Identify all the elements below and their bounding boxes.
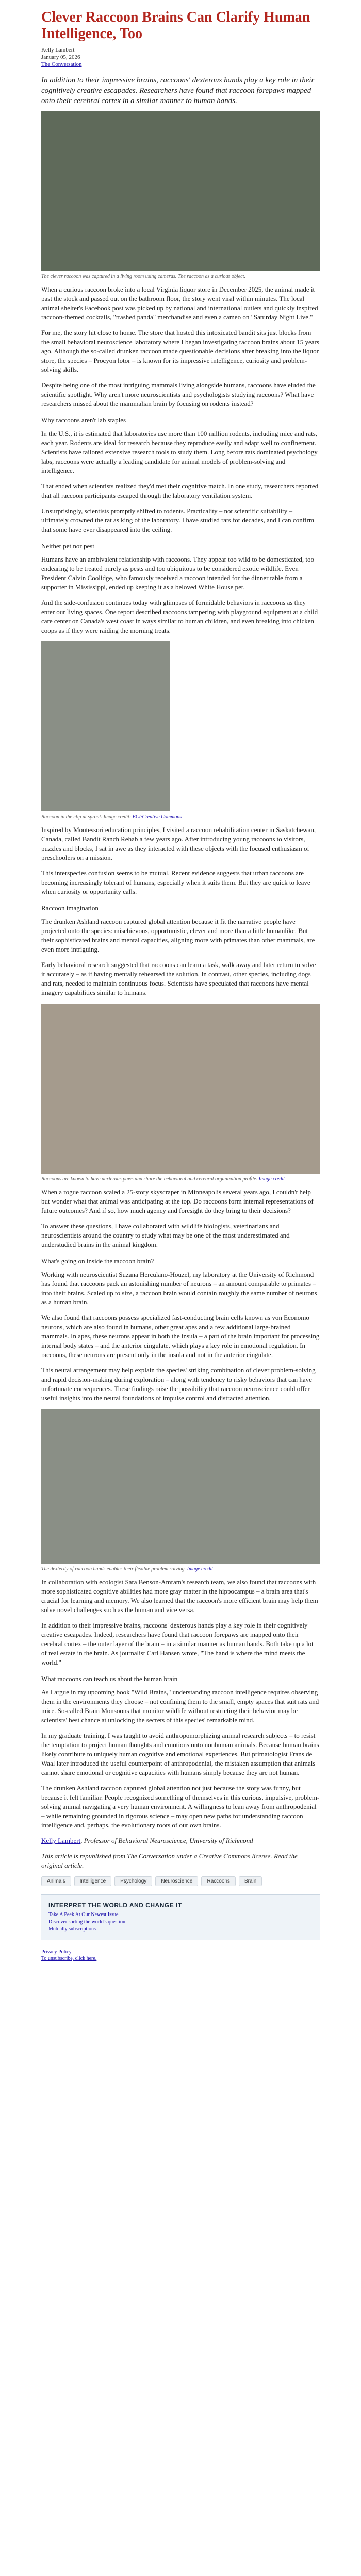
figure-4-credit-link[interactable]: Image credit bbox=[187, 1566, 214, 1572]
figure-3-caption: Raccoons are known to have dexterous paws and share the behavioral and cerebral organization profile. Image credit bbox=[41, 1176, 285, 1182]
tag-chip[interactable]: Intelligence bbox=[74, 1876, 112, 1886]
paragraph: Despite being one of the most intriguing mammals living alongside humans, raccoons have eluded the scientific spotlight. Why aren't more neuroscientists and psychologists studying raccoons? What have researchers missed about the mammalian brain by focusing on rodents instead? bbox=[41, 381, 316, 408]
paragraph: We also found that raccoons possess specialized fast-conducting brain cells known as von Economo neurons, which are also found in humans, other great apes and a few additional large-brained mammals. In apes, these neurons appear in both the insula – a part of the brain important for processing internal body states – and the anterior cingulate, which plays a key role in emotional regulation. In raccoons, these neurons are present only in the insula and not in the anterior cingulate. bbox=[41, 1314, 320, 1359]
promo-link[interactable]: Take A Peek At Our Newest Issue bbox=[48, 1912, 119, 1918]
section-heading: Neither pet nor pest bbox=[41, 542, 94, 550]
paragraph: In addition to their impressive brains, raccoons' dexterous hands play a key role in their cognitively creative escapades. Indeed, researchers have found that raccoon forepaws are mapped onto their cerebral cortex – the outer layer of the brain – in a similar manner as human hands. Both take up a lot of real estate in the brain. As journalist Carl Hansen wrote, "The hand is where the mind meets the world." bbox=[41, 1621, 314, 1666]
paragraph: Early behavioral research suggested that raccoons can learn a task, walk away and later return to solve it accurately – as if having mentally rehearsed the solution. In contrast, other species, including dogs and rats, needed to maintain continuous focus. Scientists have speculated that raccoons have mental imagery capabilities similar to humans. bbox=[41, 961, 316, 996]
article-dek: In addition to their impressive brains, raccoons' dexterous hands play a key role in their cognitively creative escapades. Researchers have found that raccoon forepaws mapped onto their cerebral cortex in a similar manner to human hands. bbox=[41, 76, 315, 105]
figure-4 bbox=[41, 1409, 320, 1572]
unsubscribe-link[interactable]: To unsubscribe, click here. bbox=[41, 1956, 97, 1961]
paragraph: This neural arrangement may help explain the species' striking combination of clever problem-solving and rapid decision-making during exploration – along with tendency to risky behaviors that can have unfortunate consequences. These findings raise the possibility that raccoon neuroscience could offer useful insights into the neural foundations of impulse control and distracted attention. bbox=[41, 1366, 316, 1402]
paragraph: In collaboration with ecologist Sara Benson-Amram's research team, we also found that raccoons with more sophisticated cognitive abilities had more gray matter in the hippocampus – a brain area that's crucial for learning and memory. We also learned that the raccoon's more efficient brain may help them solve novel challenges such as the human and vice versa. bbox=[41, 1578, 318, 1614]
footer bbox=[41, 1949, 320, 1961]
paragraph: This interspecies confusion seems to be mutual. Recent evidence suggests that urban raccoons are becoming increasingly tolerant of humans, especially when it suits them. But they are quick to leave when curiosity or opportunity calls. bbox=[41, 869, 310, 895]
paragraph: When a rogue raccoon scaled a 25-story skyscraper in Minneapolis several years ago, I couldn't help but wonder what that animal was anticipating at the top. Do raccoons form internal representations of future outcomes? And if so, how much agency and foresight do they bring to their decisions? bbox=[41, 1188, 314, 1214]
paragraph: When a curious raccoon broke into a local Virginia liquor store in December 2025, the animal made it past the stock and passed out on the bathroom floor, the story went viral within minutes. The local animal shelter's Facebook post was picked up by national and international outlets and quickly inspired raccoon-themed cocktails, "trashed panda" merchandise and even a cameo on "Saturday Night Live." bbox=[41, 285, 318, 321]
author-name: Kelly Lambert bbox=[41, 47, 75, 53]
paragraph: Working with neuroscientist Suzana Herculano-Houzel, my laboratory at the University of Richmond has found that raccoons pack an astonishing number of neurons – an amount comparable to primates – into their brains. Scaled up to size, a raccoon brain would contain roughly the same number of neurons as a human brain. bbox=[41, 1270, 317, 1306]
figure-2 bbox=[41, 641, 320, 820]
figure-3 bbox=[41, 1004, 320, 1182]
section-heading: Raccoon imagination bbox=[41, 904, 99, 912]
paragraph: The drunken Ashland raccoon captured global attention because it fit the narrative people have projected onto the species: mischievous, opportunistic, clever and more than a little humanlike. But their sophisticated brains and mental capacities, aligning more with primates than other mammals, are even more intriguing. bbox=[41, 918, 315, 953]
byline bbox=[41, 46, 320, 68]
paragraph: In the U.S., it is estimated that laboratories use more than 100 million rodents, including mice and rats, each year. Rodents are ideal for research because they reproduce easily and adapt well to confinement. Scientists have tailored extensive research tools to study them. Long before rats dominated psychology labs, raccoons were actually a leading candidate for animal models of problem-solving and intelligence. bbox=[41, 430, 318, 474]
paragraph: The drunken Ashland raccoon captured global attention not just because the story was funny, but because it felt familiar. People recognized something of themselves in this curious, impulsive, problem-solving animal navigating a very human environment. A willingness to lean away from anthropodenial – while remaining grounded in rigorous science – may open new paths for understanding raccoon intelligence and, perhaps, the evolutionary roots of our own brains. bbox=[41, 1784, 320, 1829]
tag-chip[interactable]: Psychology bbox=[114, 1876, 152, 1886]
promo-link[interactable]: Mutually subscriptions bbox=[48, 1926, 96, 1932]
figure-2-credit-link[interactable]: ECI/Creative Commons bbox=[132, 814, 182, 820]
raccoon-photo-2 bbox=[41, 641, 170, 811]
tag-chip[interactable]: Raccoons bbox=[201, 1876, 235, 1886]
republish-note: This article is republished from The Conversation under a Creative Commons license. Read the original article. bbox=[41, 1852, 298, 1869]
article-page bbox=[41, 0, 320, 1973]
privacy-policy-link[interactable]: Privacy Policy bbox=[41, 1949, 72, 1955]
article-title: Clever Raccoon Brains Can Clarify Human Intelligence, Too bbox=[41, 9, 310, 42]
paragraph: For me, the story hit close to home. The store that hosted this intoxicated bandit sits just blocks from the small behavioral neuroscience laboratory where I began investigating raccoon brains about 15 years ago. Although the so-called drunken raccoon made questionable decisions after breaking into the liquor store, the species – Procyon lotor – is known for its impressive intelligence, curiosity and problem-solving skills. bbox=[41, 329, 319, 374]
paragraph: That ended when scientists realized they'd met their cognitive match. In one study, researchers reported that all raccoon participants escaped through the laboratory ventilation system. bbox=[41, 482, 319, 499]
promo-link[interactable]: Discover sorting the world's question bbox=[48, 1919, 126, 1925]
source-link[interactable]: The Conversation bbox=[41, 61, 82, 67]
section-heading: Why raccoons aren't lab staples bbox=[41, 416, 126, 424]
paragraph: Inspired by Montessori education principles, I visited a raccoon rehabilitation center in Saskatchewan, Canada, called Bandit Ranch Rehab a few years ago. After introducing young raccoons to visitors, puzzles and blocks, I sat in awe as they interacted with these objects with the focused enthusiasm of preschoolers on a mission. bbox=[41, 826, 316, 861]
paragraph: To answer these questions, I have collaborated with wildlife biologists, veterinarians and neuroscientists around the country to study what may be one of the most underestimated and understudied brains in the animal kingdom. bbox=[41, 1222, 290, 1248]
raccoon-photo-3 bbox=[41, 1004, 320, 1174]
section-heading: What raccoons can teach us about the human brain bbox=[41, 1675, 178, 1683]
figure-4-caption: The dexterity of raccoon hands enables their flexible problem solving. Image credit bbox=[41, 1566, 214, 1572]
figure-1 bbox=[41, 111, 320, 280]
tag-chip[interactable]: Animals bbox=[41, 1876, 71, 1886]
raccoon-photo-1 bbox=[41, 111, 320, 271]
figure-3-credit-link[interactable]: Image credit bbox=[258, 1176, 285, 1182]
section-heading: What's going on inside the raccoon brain? bbox=[41, 1257, 154, 1265]
paragraph: And the side-confusion continues today with glimpses of formidable behaviors in raccoons as they enter our living spaces. One report described raccoons tampering with playground equipment at a child care center on Canada's west coast in ways similar to human children, and even breaking into chicken coops as if they were raiding the morning treats. bbox=[41, 599, 318, 634]
tag-chip[interactable]: Brain bbox=[239, 1876, 262, 1886]
author-credit: Kelly Lambert, Professor of Behavioral Neuroscience, University of Richmond bbox=[41, 1837, 253, 1844]
tag-list bbox=[41, 1876, 320, 1886]
promo-heading: INTERPRET THE WORLD AND CHANGE IT bbox=[48, 1902, 182, 1909]
paragraph: As I argue in my upcoming book "Wild Brains," understanding raccoon intelligence requires observing them in the environments they choose – not confining them to the small, empty spaces that suit rats and mice. So-called Brain Monsoons that monitor wildlife without restricting their behavior may be scientists' best chance at unlocking the secrets of this species' remarkable mind. bbox=[41, 1688, 319, 1724]
figure-2-caption: Raccoon in the clip at sprout. Image credit: ECI/Creative Commons bbox=[41, 814, 182, 820]
figure-1-caption: The clever raccoon was captured in a living room using cameras. The raccoon as a curious object. bbox=[41, 274, 245, 279]
publish-date: January 05, 2026 bbox=[41, 54, 80, 60]
promo-box bbox=[41, 1894, 320, 1940]
raccoon-photo-4 bbox=[41, 1409, 320, 1564]
paragraph: In my graduate training, I was taught to avoid anthropomorphizing animal research subjects – to resist the temptation to project human thoughts and emotions onto nonhuman animals. Because human brains likely contribute to uniquely human cognitive and emotional experiences. But primatologist Frans de Waal later introduced the useful counterpoint of anthropodenial, the mistaken assumption that animals cannot share emotional or cognitive capacities with humans simply because they are not human. bbox=[41, 1732, 319, 1776]
paragraph: Unsurprisingly, scientists promptly shifted to rodents. Practicality – not scientific suitability – ultimately crowned the rat as king of the laboratory. I have studied rats for decades, and I can confirm that some have ever disappeared into the ceiling. bbox=[41, 507, 315, 533]
tag-chip[interactable]: Neuroscience bbox=[155, 1876, 198, 1886]
paragraph: Humans have an ambivalent relationship with raccoons. They appear too wild to be domesticated, too endearing to be treated purely as pests and too ubiquitous to be considered exotic wildlife. Even President Calvin Coolidge, who famously received a raccoon intended for the dinner table from a supporter in Mississippi, ended up keeping it as a beloved White House pet. bbox=[41, 555, 315, 591]
author-link[interactable]: Kelly Lambert bbox=[41, 1837, 81, 1844]
